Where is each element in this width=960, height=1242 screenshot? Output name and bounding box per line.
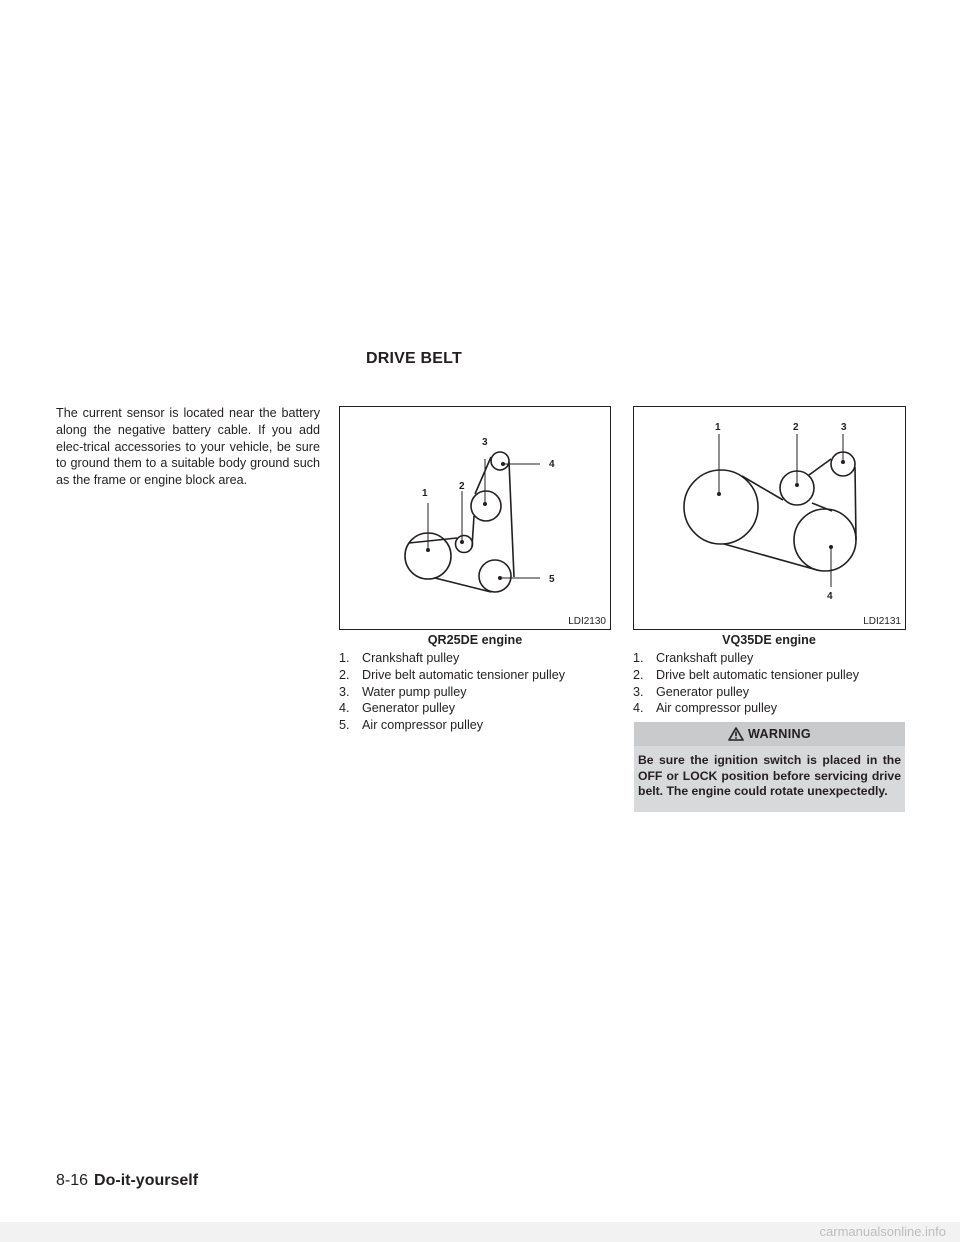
label-3: 3 [841,422,847,433]
page-footer [56,1172,198,1190]
figure-id: LDI2130 [568,616,606,627]
vq35de-parts-list [633,650,913,717]
label-4: 4 [827,591,833,602]
belt-segment [724,544,817,570]
warning-box [634,722,905,812]
label-1: 1 [422,488,428,499]
watermark: carmanualsonline.info [0,1222,960,1242]
label-5: 5 [549,574,555,585]
list-item: 2. Drive belt automatic tensioner pulley [339,667,566,682]
belt-segment [809,459,831,475]
section-title: DRIVE BELT [366,350,462,367]
water-pump-pulley [471,491,501,521]
air-compressor-pulley [479,560,511,592]
belt-segment [409,538,457,543]
list-item: 1. Crankshaft pulley [339,651,460,665]
intro-paragraph: The current sensor is located near the battery along the negative battery cable. If you add elec-trical accessories to your vehicle, be sure to ground them to a suitable body ground such as the frame or engine block area. [56,406,320,488]
belt-segment [509,462,514,577]
belt-segment [472,516,474,547]
figure-qr25de-belt-diagram [339,406,611,630]
label-4: 4 [549,459,555,470]
list-item: 3. Water pump pulley [339,684,467,699]
crankshaft-pulley [684,470,758,544]
warning-title: WARNING [748,727,811,741]
figure-caption: QR25DE engine [427,633,523,647]
chapter-title: Do-it-yourself [94,1172,199,1189]
belt-segment [742,476,783,500]
belt-segment [475,457,491,494]
generator-pulley [491,452,509,470]
figure-id: LDI2131 [863,616,901,627]
list-item: 4. Generator pulley [339,701,456,716]
label-3: 3 [482,437,488,448]
tensioner-pulley [456,536,473,553]
list-item: 4. Air compressor pulley [633,701,778,716]
label-2: 2 [793,422,799,433]
list-item: 3. Generator pulley [633,684,750,699]
warning-text: Be sure the ignition switch is placed in the OFF or LOCK position before servicing drive belt. The engine could rotate unexpectedly. [638,753,901,799]
belt-segment [855,467,856,540]
figure-caption: VQ35DE engine [722,633,816,647]
list-item: 2. Drive belt automatic tensioner pulley [633,667,860,682]
qr25de-belt-diagram [340,407,610,629]
air-compressor-pulley [794,509,856,571]
list-item: 1. Crankshaft pulley [633,651,754,665]
figure-vq35de-belt-diagram [633,406,906,630]
qr25de-parts-list [339,650,619,734]
label-1: 1 [715,422,721,433]
vq35de-belt-diagram [634,407,905,629]
label-2: 2 [459,481,465,492]
list-item: 5. Air compressor pulley [339,718,484,733]
page-number: 8-16 [56,1172,89,1189]
warning-header [634,722,905,746]
warning-triangle-icon [728,727,744,741]
